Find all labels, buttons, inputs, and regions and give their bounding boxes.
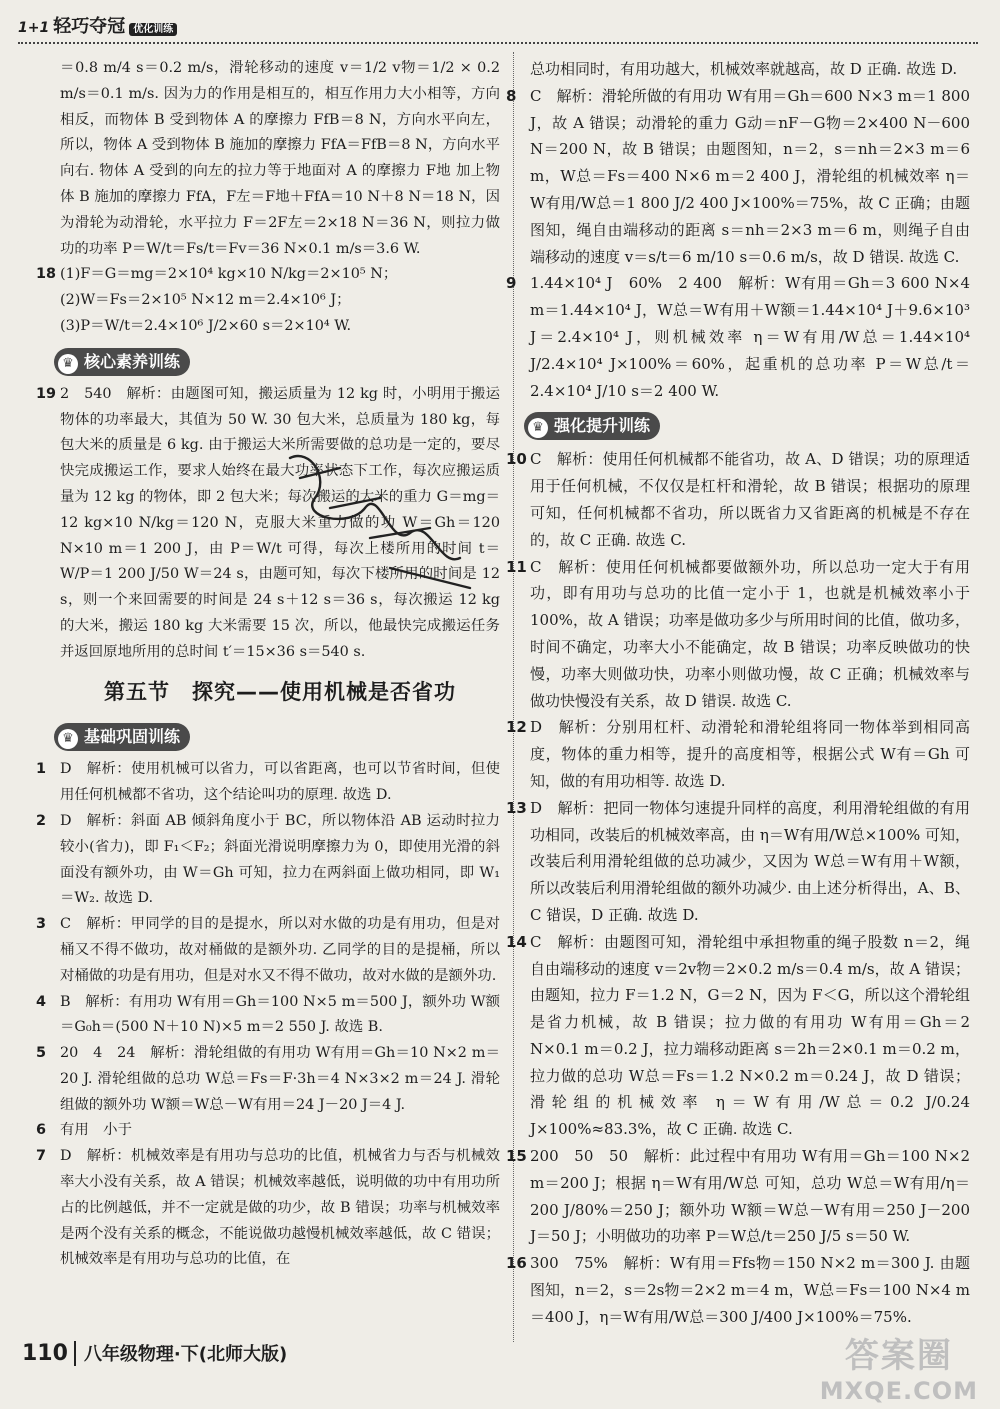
answer-4: [36, 990, 500, 1042]
answer-5: [36, 1041, 500, 1118]
answer-text: 200 50 50 解析：此过程中有用功 W有用＝Gh＝100 N×2 m＝200 J；根据 η＝W有用/W总 可知，总功 W总＝W有用/η＝200 J/80%＝250 J；额外功 W额＝W总－W有用＝250 J－200 J＝50 J；小明做功的功率 P＝W总/t＝250 J/5 s＝50 W.: [530, 1147, 970, 1246]
answer-text: B 解析：有用功 W有用＝Gh＝100 N×5 m＝500 J，额外功 W额＝G₀h＝(500 N＋10 N)×5 m＝2 550 J. 故选 B.: [60, 993, 500, 1036]
answer-7-cont: 总功相同时，有用功越大，机械效率就越高，故 D 正确. 故选 D.: [530, 60, 958, 78]
question-number: 2: [36, 812, 47, 829]
page-header: [18, 8, 978, 44]
answer-text: D 解析：使用机械可以省力，可以省距离，也可以节省时间，但使用任何机械都不省功，这个结论叫功的原理. 故选 D.: [60, 761, 500, 804]
crown-icon: ♛: [58, 729, 78, 749]
logo-prefix: 1+1: [18, 20, 50, 36]
answer-text: D 解析：分别用杠杆、动滑轮和滑轮组将同一物体举到相同高度，物体的重力相等，提升的高度相等，根据公式 W有＝Gh 可知，做的有用功相等. 故选 D.: [530, 718, 970, 790]
question-number: 11: [506, 557, 527, 576]
page-number: 110: [22, 1341, 76, 1366]
answer-16: [506, 1250, 970, 1330]
section-header-advanced: [524, 412, 660, 440]
answer-2: [36, 809, 500, 912]
book-title: 八年级物理·下(北师大版): [83, 1344, 288, 1365]
section-title: 核心素养训练: [84, 351, 181, 371]
answer-text: C 解析：使用任何机械都要做额外功，所以总功一定大于有用功，即有用功与总功的比值一定小于 1，也就是机械效率小于 100%，故 A 错误；功率是做功多少与所用时间的比值，做功多，时间不确定，功率大小不能确定，故 B 错误；功率反映做功的快慢，功率大则做功快，功率小则做功慢，故 C 正确；机械效率与做功快慢没有关系，故 D 错误. 故选 C.: [530, 557, 970, 710]
logo-text: 轻巧夺冠: [53, 16, 126, 37]
crown-icon: ♛: [528, 418, 548, 438]
question-number: 6: [36, 1122, 47, 1139]
answer-text: 300 75% 解析：W有用＝Ffs物＝150 N×2 m＝300 J. 由题图知，n＝2，s＝2s物＝2×2 m＝4 m，W总＝Fs＝100 N×4 m＝400 J，η＝W有用/W总＝300 J/400 J×100%＝75%.: [530, 1254, 970, 1326]
answer-6: [36, 1118, 500, 1144]
answer-text: D 解析：机械效率是有用功与总功的比值，机械省力与否与机械效率大小没有关系，故 A 错误；机械效率越低，说明做的功中有用功所占的比例越低，并不一定就是做的功少，故 B 错误；功率与机械效率是两个没有关系的概念，不能说做功越慢机械效率越低，故 C 错误；机械效率是有用功与总功的比值，在: [60, 1148, 500, 1268]
answer-paragraph: ＝0.8 m/4 s＝0.2 m/s，滑轮移动的速度 v＝1/2 v物＝1/2 × 0.2 m/s＝0.1 m/s. 因为力的作用是相互的，相互作用力大小相等，方向相反，而物体 B 受到物体 A 的摩擦力 FfB＝8 N，方向水平向左，所以，物体 A 受到物体 B 施加的摩擦力 FfA＝FfB＝8 N，方向水平向右. 物体 A 受到的向左的拉力等于地面对 A 的摩擦力 F地 加上物体 B 施加的摩擦力 FfA，F左＝F地＋FfA＝10 N＋8 N＝18 N，因为滑轮为动滑轮，水平拉力 F＝2F左＝2×18 N＝36 N，则拉力做功的功率 P＝W/t＝Fs/t＝Fv＝36 N×0.1 m/s＝3.6 W.: [60, 60, 500, 257]
left-column: [36, 56, 500, 1273]
answer-14: [506, 929, 970, 1143]
answer-18: [36, 262, 500, 288]
section-header-basic: [54, 723, 190, 751]
right-column: [506, 56, 970, 1331]
answer-1: [36, 757, 500, 809]
question-number: 12: [506, 718, 527, 737]
logo-tag: 优化训练: [129, 23, 177, 36]
question-number: 19: [36, 385, 57, 402]
question-number: 1: [36, 761, 47, 778]
answer-text: C 解析：滑轮所做的有用功 W有用＝Gh＝600 N×3 m＝1 800 J，故 A 错误；动滑轮的重力 G动＝nF－G物＝2×400 N－600 N＝200 N，故 B 错误；由题图知，n＝2，s＝nh＝2×3 m＝6 m，W总＝Fs＝400 N×6 m＝2 400 J，滑轮组的机械效率 η＝W有用/W总＝1 800 J/2 400 J×100%＝75%，故 C 正确；由题图知，绳自由端移动的距离 s＝nh＝2×3 m＝6 m，则绳子自由端移动的速度 v＝s/t＝6 m/10 s＝0.6 m/s，故 D 错误. 故选 C.: [530, 86, 970, 266]
watermark-logo-text: 答案圈: [844, 1336, 953, 1376]
question-number: 18: [36, 266, 57, 283]
question-number: 7: [36, 1148, 47, 1165]
question-number: 15: [506, 1147, 527, 1166]
answer-3: [36, 912, 500, 989]
page-footer: [22, 1340, 287, 1366]
chapter-title: 第五节 探究——使用机械是否省功: [104, 679, 456, 704]
handwritten-scribble: [270, 438, 500, 618]
watermark-url: MXQE.COM: [819, 1377, 978, 1405]
question-number: 14: [506, 932, 527, 951]
answer-text: C 解析：甲同学的目的是提水，所以对水做的功是有用功，但是对桶又不得不做功，故对桶做的是额外功. 乙同学的目的是提桶，所以对桶做的功是有用功，但是对水又不得不做功，故对水做的是额外功.: [60, 916, 500, 984]
question-number: 8: [506, 86, 517, 105]
answer-13: [506, 795, 970, 929]
answer-15: [506, 1143, 970, 1250]
section-header-core: [54, 348, 190, 376]
brand-logo: [18, 12, 177, 38]
question-number: 13: [506, 798, 527, 817]
site-watermark: [820, 1328, 978, 1405]
question-number: 4: [36, 993, 47, 1010]
question-number: 9: [506, 274, 517, 293]
answer-text: 20 4 24 解析：滑轮组做的有用功 W有用＝Gh＝10 N×2 m＝20 J. 滑轮组做的总功 W总＝Fs＝F·3h＝4 N×3×2 m＝24 J. 滑轮组做的额外功 W额＝W总－W有用＝24 J－20 J＝4 J.: [60, 1045, 500, 1113]
question-number: 10: [506, 450, 527, 469]
question-number: 16: [506, 1254, 527, 1273]
answer-7: [36, 1144, 500, 1273]
answer-8: [506, 83, 970, 271]
answer-18-c: (3)P＝W/t＝2.4×10⁶ J/2×60 s＝2×10⁴ W.: [60, 317, 352, 334]
section-title: 强化提升训练: [554, 416, 651, 436]
answer-9: [506, 270, 970, 404]
answer-text: C 解析：由题图可知，滑轮组中承担物重的绳子股数 n＝2，绳自由端移动的速度 v＝2v物＝2×0.2 m/s＝0.4 m/s，故 A 错误；由题知，拉力 F＝1.2 N，G＝2 N，因为 F＜G，所以这个滑轮组是省力机械，故 B 错误；拉力做的有用功 W有用＝Gh＝2 N×0.1 m＝0.2 J，拉力端移动距离 s＝2h＝2×0.1 m＝0.2 m，拉力做的总功 W总＝Fs＝1.2 N×0.2 m＝0.24 J，故 D 错误；滑轮组的机械效率 η＝W有用/W总＝0.2 J/0.24 J×100%≈83.3%，故 C 正确. 故选 C.: [530, 932, 970, 1139]
answer-text: D 解析：斜面 AB 倾斜角度小于 BC，所以物体沿 AB 运动时拉力较小(省力)，即 F₁＜F₂；斜面光滑说明摩擦力为 0，即使用光滑的斜面没有额外功，由 W＝Gh 可知，拉力在两斜面上做功相同，即 W₁＝W₂. 故选 D.: [60, 812, 500, 907]
answer-10: [506, 446, 970, 553]
answer-text: 有用 小于: [60, 1122, 132, 1139]
answer-11: [506, 554, 970, 715]
answer-text: (1)F＝G＝mg＝2×10⁴ kg×10 N/kg＝2×10⁵ N；: [60, 266, 398, 283]
answer-18-b: (2)W＝Fs＝2×10⁵ N×12 m＝2.4×10⁶ J；: [60, 292, 351, 309]
crown-icon: ♛: [58, 354, 78, 374]
answer-text: C 解析：使用任何机械都不能省功，故 A、D 错误；功的原理适用于任何机械，不仅仅是杠杆和滑轮，故 B 错误；根据功的原理可知，任何机械都不省功，所以既省力又省距离的机械是不存在的，故 C 正确. 故选 C.: [530, 450, 970, 549]
answer-text: 2 540 解析：由题图可知，搬运质量为 12 kg 时，小明用于搬运物体的功率最大，其值为 50 W. 30 包大米，总质量为 180 kg，每包大米的质量是 6 kg. 由于搬运大米所需要做的总功是一定的，要尽快完成搬运工作，要求人始终在最大功率状态下工作，每次应搬运质量为 12 kg 的物体，即 2 包大米；每次搬运的大米的重力 G＝mg＝12 kg×10 N/kg＝120 N，克服大米重力做的功 W＝Gh＝120 N×10 m＝1 200 J，由 P＝W/t 可得，每次上楼所用的时间 t＝W/P＝1 200 J/50 W＝24 s，由题可知，每次下楼所用的时间是 12 s，则一个来回需要的时间是 24 s＋12 s＝36 s，每次搬运 12 kg 的大米，搬运 180 kg 大米需要 15 次，所以，他最快完成搬运任务并返回原地所用的总时间 t′＝15×36 s＝540 s.: [60, 385, 500, 660]
question-number: 3: [36, 916, 47, 933]
question-number: 5: [36, 1045, 47, 1062]
section-title: 基础巩固训练: [84, 727, 181, 747]
answer-text: 1.44×10⁴ J 60% 2 400 解析：W有用＝Gh＝3 600 N×4 m＝1.44×10⁴ J，W总＝W有用＋W额＝1.44×10⁴ J＋9.6×10³ J＝2.4×10⁴ J，则机械效率 η＝W有用/W总＝1.44×10⁴ J/2.4×10⁴ J×100%＝60%，起重机的总功率 P＝W总/t＝2.4×10⁴ J/10 s＝2 400 W.: [530, 274, 970, 400]
answer-12: [506, 714, 970, 794]
answer-text: D 解析：把同一物体匀速提升同样的高度，利用滑轮组做的有用功相同，改装后的机械效率高，由 η＝W有用/W总×100% 可知，改装后利用滑轮组做的总功减少，又因为 W总＝W有用＋W额，所以改装后利用滑轮组做的额外功减少. 由上述分析得出，A、B、C 错误，D 正确. 故选 D.: [530, 798, 970, 924]
